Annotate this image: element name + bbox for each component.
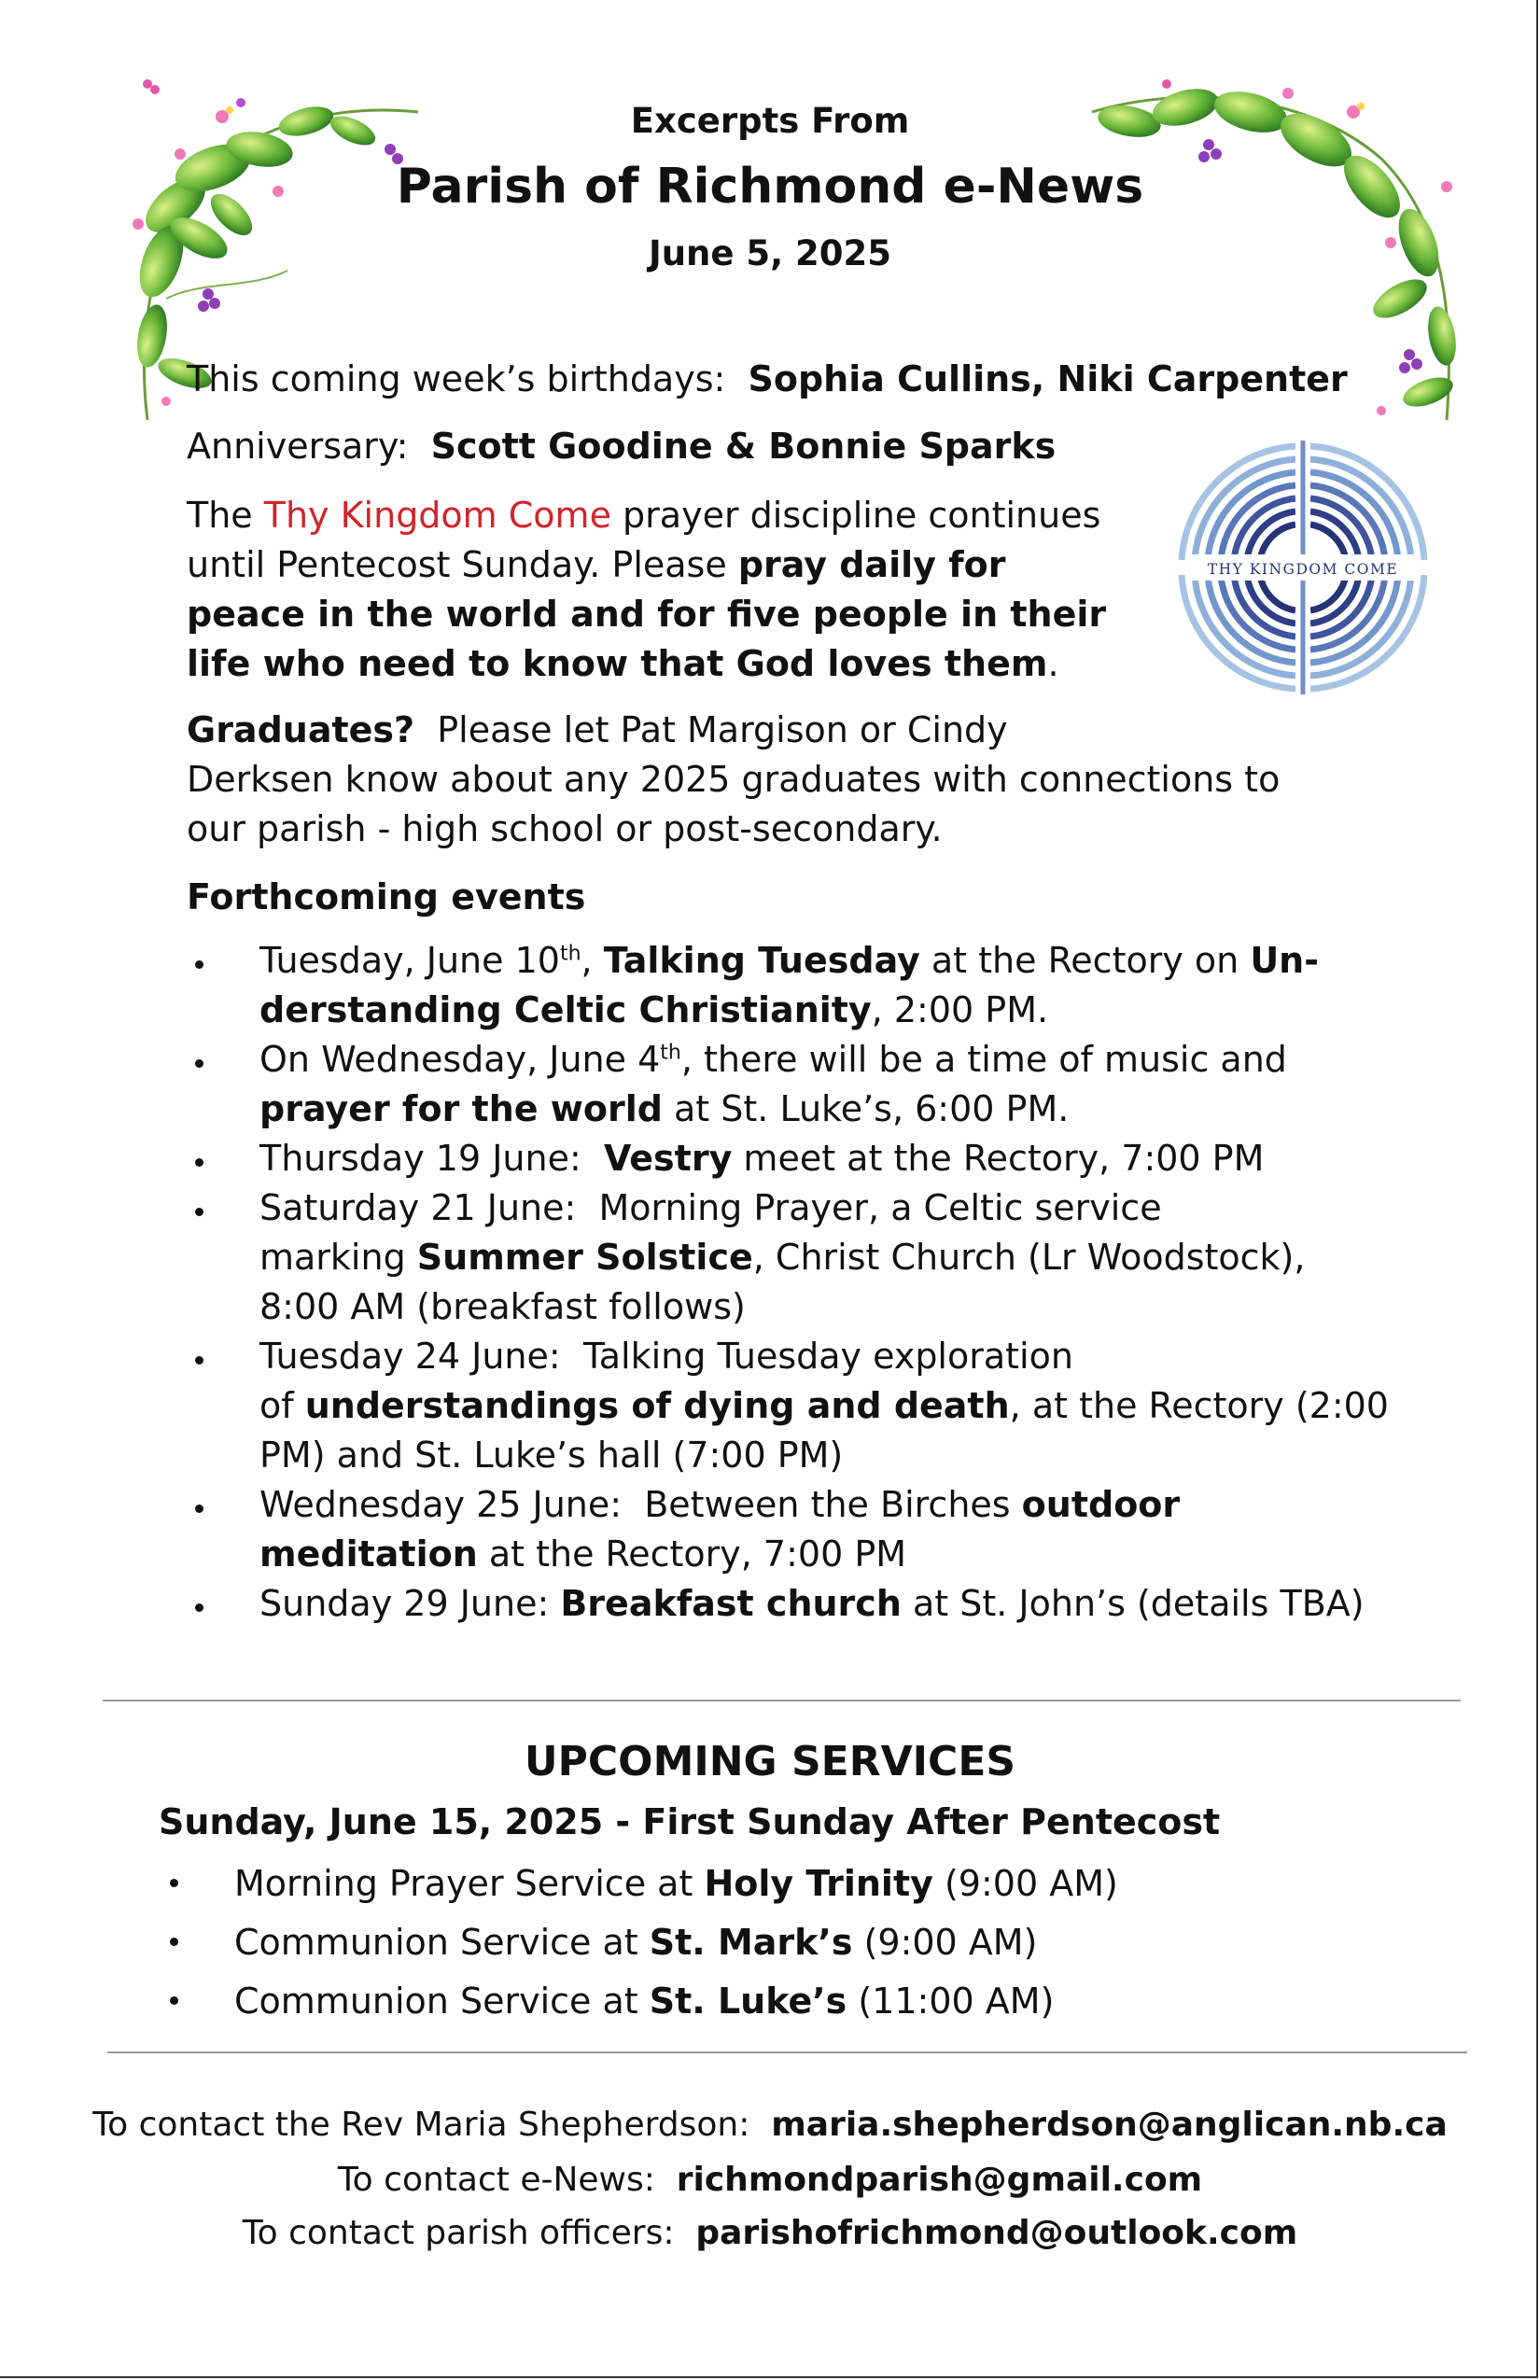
graduates-line1: Please let Pat Margison or Cindy: [414, 709, 1008, 750]
event-bold: Summer Solstice: [416, 1237, 753, 1278]
event-text: Tuesday 24 June: Talking Tuesday exploration: [259, 1336, 1073, 1377]
kingdom-end: .: [1047, 643, 1059, 684]
event-text: ,: [581, 940, 604, 981]
service-place: Holy Trinity: [704, 1863, 933, 1904]
list-item: [182, 1183, 1423, 1332]
anniversary-names: Scott Goodine & Bonnie Sparks: [430, 426, 1057, 467]
event-text: , there will be a time of music and: [680, 1039, 1287, 1080]
header-excerpts: Excerpts From: [630, 101, 910, 141]
contact-line-priest: [0, 2106, 1540, 2144]
graduates-label: Graduates?: [187, 709, 415, 750]
list-item: [182, 1579, 1423, 1629]
service-place: St. Luke’s: [649, 1981, 847, 2022]
event-bold: meditation: [259, 1533, 478, 1575]
events-list: [182, 936, 1423, 1629]
contact-label: To contact e-News:: [337, 2161, 677, 2199]
event-text: PM) and St. Luke’s hall (7:00 PM): [259, 1435, 844, 1476]
graduates-line2: Derksen know about any 2025 graduates with connections to: [187, 759, 1281, 800]
event-text: On Wednesday, June 4: [259, 1039, 661, 1080]
contact-line-enews: [0, 2161, 1540, 2199]
event-text: at the Rectory on: [919, 940, 1251, 981]
thy-kingdom-come-logo: [1174, 439, 1432, 696]
event-text: 8:00 AM (breakfast follows): [259, 1286, 746, 1327]
event-text: at St. John’s (details TBA): [901, 1583, 1365, 1624]
newsletter-title: Parish of Richmond e-News: [396, 159, 1144, 215]
contact-label: To contact parish officers:: [242, 2214, 696, 2252]
newsletter-date: June 5, 2025: [648, 233, 892, 273]
events-heading: Forthcoming events: [187, 876, 586, 917]
event-bold: derstanding Celtic Christianity: [259, 989, 872, 1030]
event-text: of: [259, 1385, 305, 1426]
event-text: , at the Rectory (2:00: [1009, 1385, 1389, 1426]
divider-top: [103, 1700, 1461, 1701]
birthdays-label: This coming week’s birthdays:: [187, 358, 726, 399]
event-text: marking: [259, 1237, 417, 1278]
service-text: Communion Service at: [234, 1922, 650, 1963]
list-item: [182, 1332, 1423, 1480]
event-text: Tuesday, June 10: [259, 940, 560, 981]
services-subheading: Sunday, June 15, 2025 - First Sunday After Pentecost: [159, 1801, 1221, 1842]
list-item: [182, 1035, 1423, 1134]
service-time: (9:00 AM): [932, 1863, 1118, 1904]
event-text: Saturday 21 June: Morning Prayer, a Celtic service: [259, 1187, 1162, 1228]
event-bold: outdoor: [1021, 1484, 1181, 1525]
list-item: [157, 1913, 1370, 1972]
event-text: meet at the Rectory, 7:00 PM: [732, 1138, 1265, 1179]
service-time: (9:00 AM): [852, 1922, 1038, 1963]
event-text: , Christ Church (Lr Woodstock),: [752, 1237, 1306, 1278]
birthdays-line: [187, 355, 1348, 404]
contact-line-officers: [0, 2214, 1540, 2252]
contact-label: To contact the Rev Maria Shepherdson:: [92, 2106, 772, 2144]
service-text: Communion Service at: [234, 1981, 650, 2022]
event-bold: Un-: [1250, 940, 1320, 981]
kingdom-text-pre: The: [187, 495, 264, 536]
event-bold: Breakfast church: [560, 1583, 902, 1624]
event-sup: th: [559, 942, 581, 966]
event-text: Thursday 19 June:: [259, 1138, 604, 1179]
services-list: [157, 1855, 1370, 2031]
list-item: [182, 1480, 1423, 1579]
service-place: St. Mark’s: [649, 1922, 853, 1963]
service-time: (11:00 AM): [847, 1981, 1055, 2022]
event-bold: Vestry: [603, 1138, 733, 1179]
anniversary-line: [187, 422, 1056, 471]
event-bold: Talking Tuesday: [603, 940, 920, 981]
birthdays-names: Sophia Cullins, Niki Carpenter: [748, 358, 1348, 399]
event-bold: understandings of dying and death: [304, 1385, 1010, 1426]
divider-bottom: [107, 2051, 1467, 2053]
event-text: Sunday 29 June:: [259, 1583, 561, 1624]
list-item: [182, 1134, 1423, 1183]
event-text: , 2:00 PM.: [871, 989, 1049, 1030]
kingdom-text-mid1: prayer discipline continues: [610, 495, 1101, 536]
graduates-line3: our parish - high school or post-secondary.: [187, 808, 943, 849]
list-item: [157, 1972, 1370, 2031]
list-item: [182, 936, 1423, 1035]
services-heading: UPCOMING SERVICES: [524, 1738, 1016, 1785]
event-text: Wednesday 25 June: Between the Birches: [259, 1484, 1022, 1525]
contact-email[interactable]: maria.shepherdson@anglican.nb.ca: [771, 2106, 1448, 2144]
event-bold: prayer for the world: [259, 1088, 663, 1129]
contact-email[interactable]: richmondparish@gmail.com: [676, 2161, 1203, 2199]
graduates-paragraph: [187, 706, 1280, 854]
service-text: Morning Prayer Service at: [234, 1863, 705, 1904]
kingdom-bold1: pray daily for: [737, 544, 1006, 585]
kingdom-highlight: Thy Kingdom Come: [263, 495, 611, 536]
list-item: [157, 1855, 1370, 1913]
kingdom-text-mid2: until Pentecost Sunday. Please: [187, 544, 738, 585]
kingdom-bold2: peace in the world and for five people in their: [187, 594, 1107, 635]
kingdom-bold3: life who need to know that God loves them: [187, 643, 1048, 684]
event-sup: th: [660, 1041, 681, 1065]
anniversary-label: Anniversary:: [187, 426, 409, 467]
event-text: at St. Luke’s, 6:00 PM.: [662, 1088, 1070, 1129]
event-text: at the Rectory, 7:00 PM: [477, 1533, 907, 1575]
kingdom-paragraph: [187, 491, 1106, 689]
contact-email[interactable]: parishofrichmond@outlook.com: [695, 2214, 1298, 2252]
thy-kingdom-come-logo-text: THY KINGDOM COME: [1207, 561, 1399, 578]
